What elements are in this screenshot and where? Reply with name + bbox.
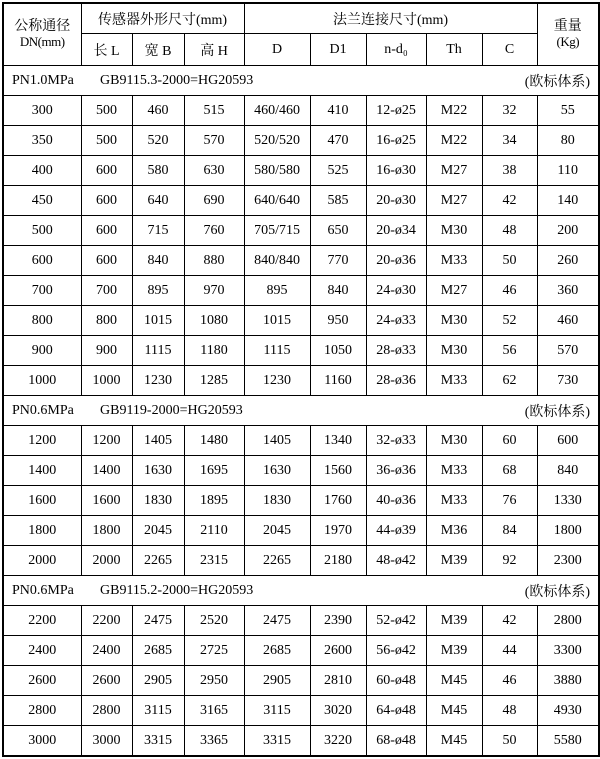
table-cell: 140 <box>537 186 599 216</box>
table-cell: 1340 <box>310 426 366 456</box>
table-cell: 1230 <box>132 366 184 396</box>
table-cell: 950 <box>310 306 366 336</box>
table-cell: 2810 <box>310 666 366 696</box>
table-cell: 800 <box>81 306 132 336</box>
table-cell: 580 <box>132 156 184 186</box>
table-cell: M30 <box>426 336 482 366</box>
table-cell: 600 <box>537 426 599 456</box>
table-cell: 1015 <box>244 306 310 336</box>
table-cell: 1400 <box>81 456 132 486</box>
table-cell: 360 <box>537 276 599 306</box>
table-cell: M30 <box>426 306 482 336</box>
section-cell <box>3 396 599 426</box>
table-cell: 840 <box>310 276 366 306</box>
table-cell: 2800 <box>3 696 81 726</box>
table-cell: 60-ø48 <box>366 666 426 696</box>
table-cell: 895 <box>244 276 310 306</box>
table-cell: 1895 <box>184 486 244 516</box>
table-cell: 600 <box>81 156 132 186</box>
table-cell: 1695 <box>184 456 244 486</box>
table-cell: 470 <box>310 126 366 156</box>
table-cell: 2905 <box>132 666 184 696</box>
table-cell: 600 <box>81 186 132 216</box>
section-row <box>3 396 599 426</box>
table-cell: 1115 <box>132 336 184 366</box>
table-cell: 46 <box>482 666 537 696</box>
section-standard-label: GB9115.2-2000=HG20593 <box>100 582 254 598</box>
table-cell: 2200 <box>3 606 81 636</box>
table-cell: 715 <box>132 216 184 246</box>
table-cell: 300 <box>3 96 81 126</box>
table-cell: M45 <box>426 696 482 726</box>
table-cell: 460/460 <box>244 96 310 126</box>
table-cell: 3315 <box>244 726 310 757</box>
table-cell: 730 <box>537 366 599 396</box>
table-row <box>3 246 599 276</box>
table-cell: 92 <box>482 546 537 576</box>
table-cell: 2315 <box>184 546 244 576</box>
table-cell: 4930 <box>537 696 599 726</box>
section-standard-label: GB9119-2000=HG20593 <box>100 402 243 418</box>
header-subcolumn: D <box>244 34 310 66</box>
table-cell: M45 <box>426 726 482 757</box>
table-row <box>3 726 599 757</box>
table-cell: 500 <box>81 126 132 156</box>
section-row <box>3 576 599 606</box>
table-cell: 16-ø30 <box>366 156 426 186</box>
table-cell: 1600 <box>3 486 81 516</box>
table-cell: 1600 <box>81 486 132 516</box>
table-cell: 52-ø42 <box>366 606 426 636</box>
table-cell: 1830 <box>132 486 184 516</box>
section-row <box>3 66 599 96</box>
table-cell: 62 <box>482 366 537 396</box>
table-cell: 2950 <box>184 666 244 696</box>
table-cell: 1760 <box>310 486 366 516</box>
header-subcolumn: D1 <box>310 34 366 66</box>
table-cell: 2600 <box>3 666 81 696</box>
table-cell: 2800 <box>537 606 599 636</box>
table-cell: 2725 <box>184 636 244 666</box>
table-cell: 500 <box>3 216 81 246</box>
table-cell: 2600 <box>310 636 366 666</box>
table-cell: 580/580 <box>244 156 310 186</box>
table-cell: 1630 <box>244 456 310 486</box>
table-cell: M30 <box>426 216 482 246</box>
table-cell: 1800 <box>537 516 599 546</box>
table-cell: 1830 <box>244 486 310 516</box>
header-subcolumn: C <box>482 34 537 66</box>
table-cell: 2520 <box>184 606 244 636</box>
table-cell: 68 <box>482 456 537 486</box>
table-cell: 690 <box>184 186 244 216</box>
table-cell: 585 <box>310 186 366 216</box>
flange-dimension-table <box>2 2 600 757</box>
table-cell: 800 <box>3 306 81 336</box>
table-cell: 895 <box>132 276 184 306</box>
table-row <box>3 546 599 576</box>
table-cell: 42 <box>482 186 537 216</box>
table-cell: 840 <box>537 456 599 486</box>
table-cell: 76 <box>482 486 537 516</box>
table-cell: 1200 <box>3 426 81 456</box>
table-cell: 24-ø30 <box>366 276 426 306</box>
table-cell: 2685 <box>244 636 310 666</box>
table-cell: 410 <box>310 96 366 126</box>
table-cell: 2400 <box>3 636 81 666</box>
table-row <box>3 276 599 306</box>
table-row <box>3 156 599 186</box>
table-cell: 44 <box>482 636 537 666</box>
table-cell: 1000 <box>3 366 81 396</box>
section-pressure-label: PN1.0MPa <box>12 72 74 88</box>
dn-title: 公称通径 <box>14 18 71 34</box>
table-cell: M22 <box>426 96 482 126</box>
table-cell: 2300 <box>537 546 599 576</box>
table-cell: M27 <box>426 186 482 216</box>
table-cell: 2000 <box>81 546 132 576</box>
table-cell: 2265 <box>132 546 184 576</box>
table-cell: 1015 <box>132 306 184 336</box>
table-cell: 2800 <box>81 696 132 726</box>
table-cell: 520/520 <box>244 126 310 156</box>
table-cell: 20-ø30 <box>366 186 426 216</box>
header-row-groups <box>3 3 599 34</box>
table-cell: 40-ø36 <box>366 486 426 516</box>
table-cell: 1400 <box>3 456 81 486</box>
table-cell: 110 <box>537 156 599 186</box>
table-cell: 42 <box>482 606 537 636</box>
table-cell: M45 <box>426 666 482 696</box>
header-weight-cell <box>537 3 599 66</box>
table-cell: M33 <box>426 366 482 396</box>
header-flange-group: 法兰连接尺寸(mm) <box>244 3 537 34</box>
table-cell: 56-ø42 <box>366 636 426 666</box>
table-cell: 3300 <box>537 636 599 666</box>
table-cell: 2400 <box>81 636 132 666</box>
table-cell: 44-ø39 <box>366 516 426 546</box>
table-cell: 50 <box>482 726 537 757</box>
table-cell: M30 <box>426 426 482 456</box>
table-cell: 1115 <box>244 336 310 366</box>
table-cell: 2475 <box>132 606 184 636</box>
table-row <box>3 426 599 456</box>
table-cell: 50 <box>482 246 537 276</box>
table-cell: M36 <box>426 516 482 546</box>
table-cell: 1000 <box>81 366 132 396</box>
table-cell: 48-ø42 <box>366 546 426 576</box>
table-cell: 600 <box>81 246 132 276</box>
table-row <box>3 606 599 636</box>
table-cell: M27 <box>426 156 482 186</box>
table-row <box>3 486 599 516</box>
table-cell: 840 <box>132 246 184 276</box>
table-cell: 2045 <box>132 516 184 546</box>
table-row <box>3 216 599 246</box>
weight-subtitle: (Kg) <box>556 34 580 50</box>
table-cell: 1800 <box>81 516 132 546</box>
table-cell: M33 <box>426 456 482 486</box>
table-cell: 3220 <box>310 726 366 757</box>
header-subcolumn: n-d₀ <box>366 34 426 66</box>
header-subcolumn: 宽 B <box>132 34 184 66</box>
table-cell: 34 <box>482 126 537 156</box>
table-row <box>3 456 599 486</box>
table-cell: 570 <box>537 336 599 366</box>
section-cell <box>3 66 599 96</box>
table-row <box>3 96 599 126</box>
table-cell: 260 <box>537 246 599 276</box>
table-cell: 1080 <box>184 306 244 336</box>
table-row <box>3 366 599 396</box>
table-cell: 705/715 <box>244 216 310 246</box>
table-cell: 5580 <box>537 726 599 757</box>
table-cell: M39 <box>426 606 482 636</box>
table-cell: M33 <box>426 486 482 516</box>
section-system-label: (欧标体系) <box>524 584 591 600</box>
table-cell: 55 <box>537 96 599 126</box>
section-standard-label: GB9115.3-2000=HG20593 <box>100 72 254 88</box>
section-pressure-label: PN0.6MPa <box>12 402 74 418</box>
table-cell: 68-ø48 <box>366 726 426 757</box>
header-subcolumn: 长 L <box>81 34 132 66</box>
table-row <box>3 306 599 336</box>
table-cell: 2685 <box>132 636 184 666</box>
table-cell: M39 <box>426 636 482 666</box>
table-cell: 1480 <box>184 426 244 456</box>
table-cell: 12-ø25 <box>366 96 426 126</box>
table-cell: 1200 <box>81 426 132 456</box>
table-cell: 28-ø33 <box>366 336 426 366</box>
table-row <box>3 336 599 366</box>
table-cell: 1285 <box>184 366 244 396</box>
table-cell: 56 <box>482 336 537 366</box>
table-cell: 20-ø34 <box>366 216 426 246</box>
table-cell: 520 <box>132 126 184 156</box>
table-cell: 630 <box>184 156 244 186</box>
section-system-label: (欧标体系) <box>524 404 591 420</box>
table-cell: 3365 <box>184 726 244 757</box>
table-cell: 2265 <box>244 546 310 576</box>
table-cell: 1405 <box>244 426 310 456</box>
table-cell: 1050 <box>310 336 366 366</box>
table-row <box>3 516 599 546</box>
table-cell: 60 <box>482 426 537 456</box>
table-cell: 700 <box>3 276 81 306</box>
table-cell: 460 <box>537 306 599 336</box>
table-cell: 1560 <box>310 456 366 486</box>
table-cell: 2200 <box>81 606 132 636</box>
table-cell: 2045 <box>244 516 310 546</box>
table-cell: 2600 <box>81 666 132 696</box>
table-cell: 24-ø33 <box>366 306 426 336</box>
weight-title: 重量 <box>553 18 582 34</box>
table-cell: 48 <box>482 216 537 246</box>
table-cell: 700 <box>81 276 132 306</box>
table-cell: M27 <box>426 276 482 306</box>
table-cell: 3880 <box>537 666 599 696</box>
table-cell: 2905 <box>244 666 310 696</box>
table-cell: 48 <box>482 696 537 726</box>
table-cell: 350 <box>3 126 81 156</box>
table-cell: 16-ø25 <box>366 126 426 156</box>
table-cell: 1230 <box>244 366 310 396</box>
table-cell: 2110 <box>184 516 244 546</box>
table-cell: 3020 <box>310 696 366 726</box>
table-cell: 3115 <box>244 696 310 726</box>
table-cell: 1405 <box>132 426 184 456</box>
table-cell: 64-ø48 <box>366 696 426 726</box>
table-cell: 84 <box>482 516 537 546</box>
table-cell: 640/640 <box>244 186 310 216</box>
table-cell: 1160 <box>310 366 366 396</box>
table-cell: 640 <box>132 186 184 216</box>
table-cell: 2390 <box>310 606 366 636</box>
table-cell: 38 <box>482 156 537 186</box>
table-cell: 900 <box>81 336 132 366</box>
table-cell: 3165 <box>184 696 244 726</box>
header-subcolumn: 高 H <box>184 34 244 66</box>
table-cell: M39 <box>426 546 482 576</box>
table-cell: 1630 <box>132 456 184 486</box>
table-cell: 400 <box>3 156 81 186</box>
table-cell: 3115 <box>132 696 184 726</box>
table-cell: 2180 <box>310 546 366 576</box>
table-cell: 770 <box>310 246 366 276</box>
header-sensor-group: 传感器外形尺寸(mm) <box>81 3 244 34</box>
table-cell: 1180 <box>184 336 244 366</box>
header-row-subcolumns <box>3 34 599 66</box>
table-cell: 2000 <box>3 546 81 576</box>
table-cell: 900 <box>3 336 81 366</box>
table-cell: 600 <box>3 246 81 276</box>
table-cell: M33 <box>426 246 482 276</box>
table-cell: 460 <box>132 96 184 126</box>
section-system-label: (欧标体系) <box>524 74 591 90</box>
table-row <box>3 666 599 696</box>
table-cell: 3315 <box>132 726 184 757</box>
table-row <box>3 126 599 156</box>
table-cell: 650 <box>310 216 366 246</box>
table-cell: 200 <box>537 216 599 246</box>
table-cell: 3000 <box>3 726 81 757</box>
table-cell: 2475 <box>244 606 310 636</box>
table-cell: 32-ø33 <box>366 426 426 456</box>
table-cell: 36-ø36 <box>366 456 426 486</box>
table-cell: 1330 <box>537 486 599 516</box>
table-row <box>3 696 599 726</box>
table-cell: 3000 <box>81 726 132 757</box>
table-cell: 32 <box>482 96 537 126</box>
table-cell: 80 <box>537 126 599 156</box>
table-cell: 880 <box>184 246 244 276</box>
table-cell: 28-ø36 <box>366 366 426 396</box>
table-cell: 570 <box>184 126 244 156</box>
header-dn-cell <box>3 3 81 66</box>
dn-subtitle: DN(mm) <box>19 34 65 50</box>
table-cell: 52 <box>482 306 537 336</box>
table-cell: 1800 <box>3 516 81 546</box>
table-cell: 970 <box>184 276 244 306</box>
table-cell: 840/840 <box>244 246 310 276</box>
table-cell: 525 <box>310 156 366 186</box>
table-row <box>3 636 599 666</box>
table-cell: 450 <box>3 186 81 216</box>
table-cell: 20-ø36 <box>366 246 426 276</box>
table-cell: 515 <box>184 96 244 126</box>
section-cell <box>3 576 599 606</box>
table-cell: M22 <box>426 126 482 156</box>
table-cell: 500 <box>81 96 132 126</box>
section-pressure-label: PN0.6MPa <box>12 582 74 598</box>
table-cell: 600 <box>81 216 132 246</box>
table-cell: 46 <box>482 276 537 306</box>
table-cell: 760 <box>184 216 244 246</box>
table-cell: 1970 <box>310 516 366 546</box>
table-row <box>3 186 599 216</box>
header-subcolumn: Th <box>426 34 482 66</box>
